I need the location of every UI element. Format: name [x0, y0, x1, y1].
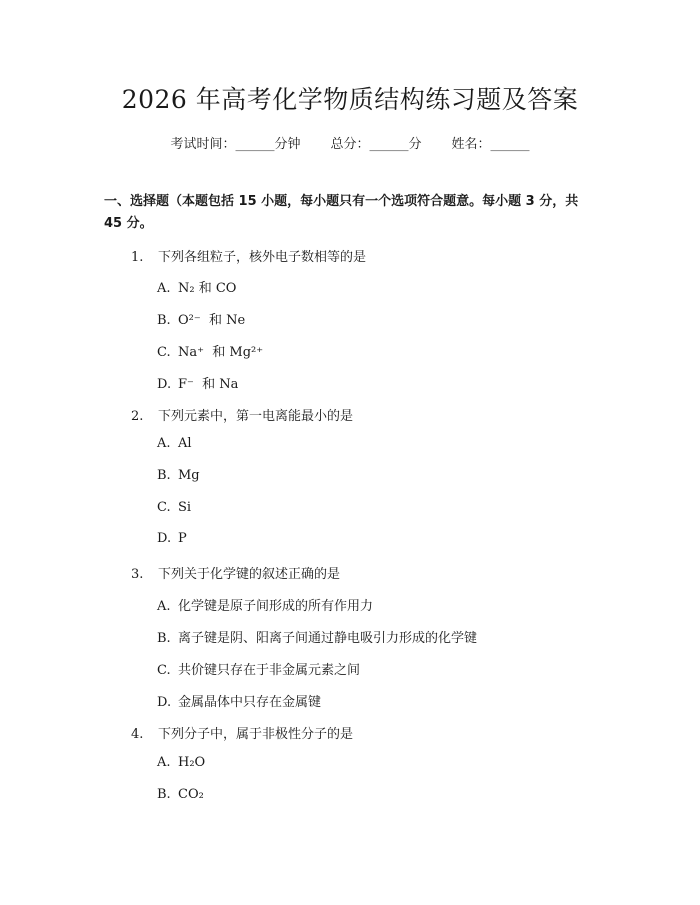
question-2 — [131, 405, 353, 424]
question-1-option-d — [157, 373, 238, 392]
question-text: 下列分子中，属于非极性分子的是 — [158, 727, 354, 742]
question-number: 3. — [131, 567, 144, 582]
question-text: 下列元素中，第一电离能最小的是 — [158, 409, 354, 424]
option-text: 金属晶体中只存在金属键 — [178, 695, 322, 710]
option-text: O²⁻ 和 Ne — [178, 313, 246, 328]
option-letter: B. — [157, 468, 171, 483]
option-letter: D. — [157, 531, 172, 546]
option-text: P — [178, 531, 187, 546]
question-number: 2. — [131, 409, 144, 424]
section-heading — [104, 191, 604, 235]
option-letter: C. — [157, 345, 171, 360]
question-text: 下列关于化学键的叙述正确的是 — [158, 567, 341, 582]
option-text: N₂ 和 CO — [178, 281, 237, 296]
option-letter: D. — [157, 377, 172, 392]
option-letter: C. — [157, 663, 171, 678]
question-1 — [131, 246, 366, 265]
option-text: 共价键只存在于非金属元素之间 — [178, 663, 361, 678]
question-1-option-a — [157, 277, 236, 296]
total-score-field: 总分：______分 — [330, 137, 422, 152]
option-letter: A. — [157, 436, 171, 451]
question-4 — [131, 723, 353, 742]
option-letter: B. — [157, 313, 171, 328]
question-4-option-b — [157, 787, 204, 802]
option-text: Na⁺ 和 Mg²⁺ — [178, 345, 264, 360]
question-2-option-a — [157, 436, 192, 451]
option-text: H₂O — [178, 755, 206, 770]
option-letter: A. — [157, 281, 171, 296]
option-text: 化学键是原子间形成的所有作用力 — [178, 599, 374, 614]
option-letter: A. — [157, 599, 171, 614]
question-2-option-c — [157, 500, 191, 515]
question-number: 4. — [131, 727, 144, 742]
question-3-option-c — [157, 659, 360, 678]
question-1-option-c — [157, 341, 263, 360]
question-3-option-b — [157, 627, 477, 646]
option-letter: B. — [157, 787, 171, 802]
question-4-option-a — [157, 755, 205, 770]
question-3-option-a — [157, 595, 373, 614]
question-text: 下列各组粒子，核外电子数相等的是 — [158, 250, 367, 265]
name-field: 姓名：______ — [451, 137, 530, 152]
question-2-option-d — [157, 531, 187, 546]
exam-time-field: 考试时间：______分钟 — [170, 137, 301, 152]
option-text: F⁻ 和 Na — [178, 377, 239, 392]
option-letter: D. — [157, 695, 172, 710]
option-text: Si — [178, 500, 192, 515]
option-text: CO₂ — [178, 787, 204, 802]
question-1-option-b — [157, 309, 245, 328]
option-letter: A. — [157, 755, 171, 770]
question-number: 1. — [131, 250, 144, 265]
question-3 — [131, 563, 340, 582]
option-text: 离子键是阴、阳离子间通过静电吸引力形成的化学键 — [178, 631, 478, 646]
section-heading-line-1: 一、选择题（本题包括 15 小题，每小题只有一个选项符合题意。每小题 3 分，共 — [104, 194, 579, 209]
section-heading-line-2: 45 分。 — [104, 216, 153, 231]
option-letter: B. — [157, 631, 171, 646]
option-text: Mg — [178, 468, 200, 483]
exam-info-line — [0, 133, 700, 152]
question-3-option-d — [157, 691, 321, 710]
option-letter: C. — [157, 500, 171, 515]
option-text: Al — [178, 436, 192, 451]
question-2-option-b — [157, 468, 200, 483]
page-title: 2026 年高考化学物质结构练习题及答案 — [121, 85, 579, 114]
